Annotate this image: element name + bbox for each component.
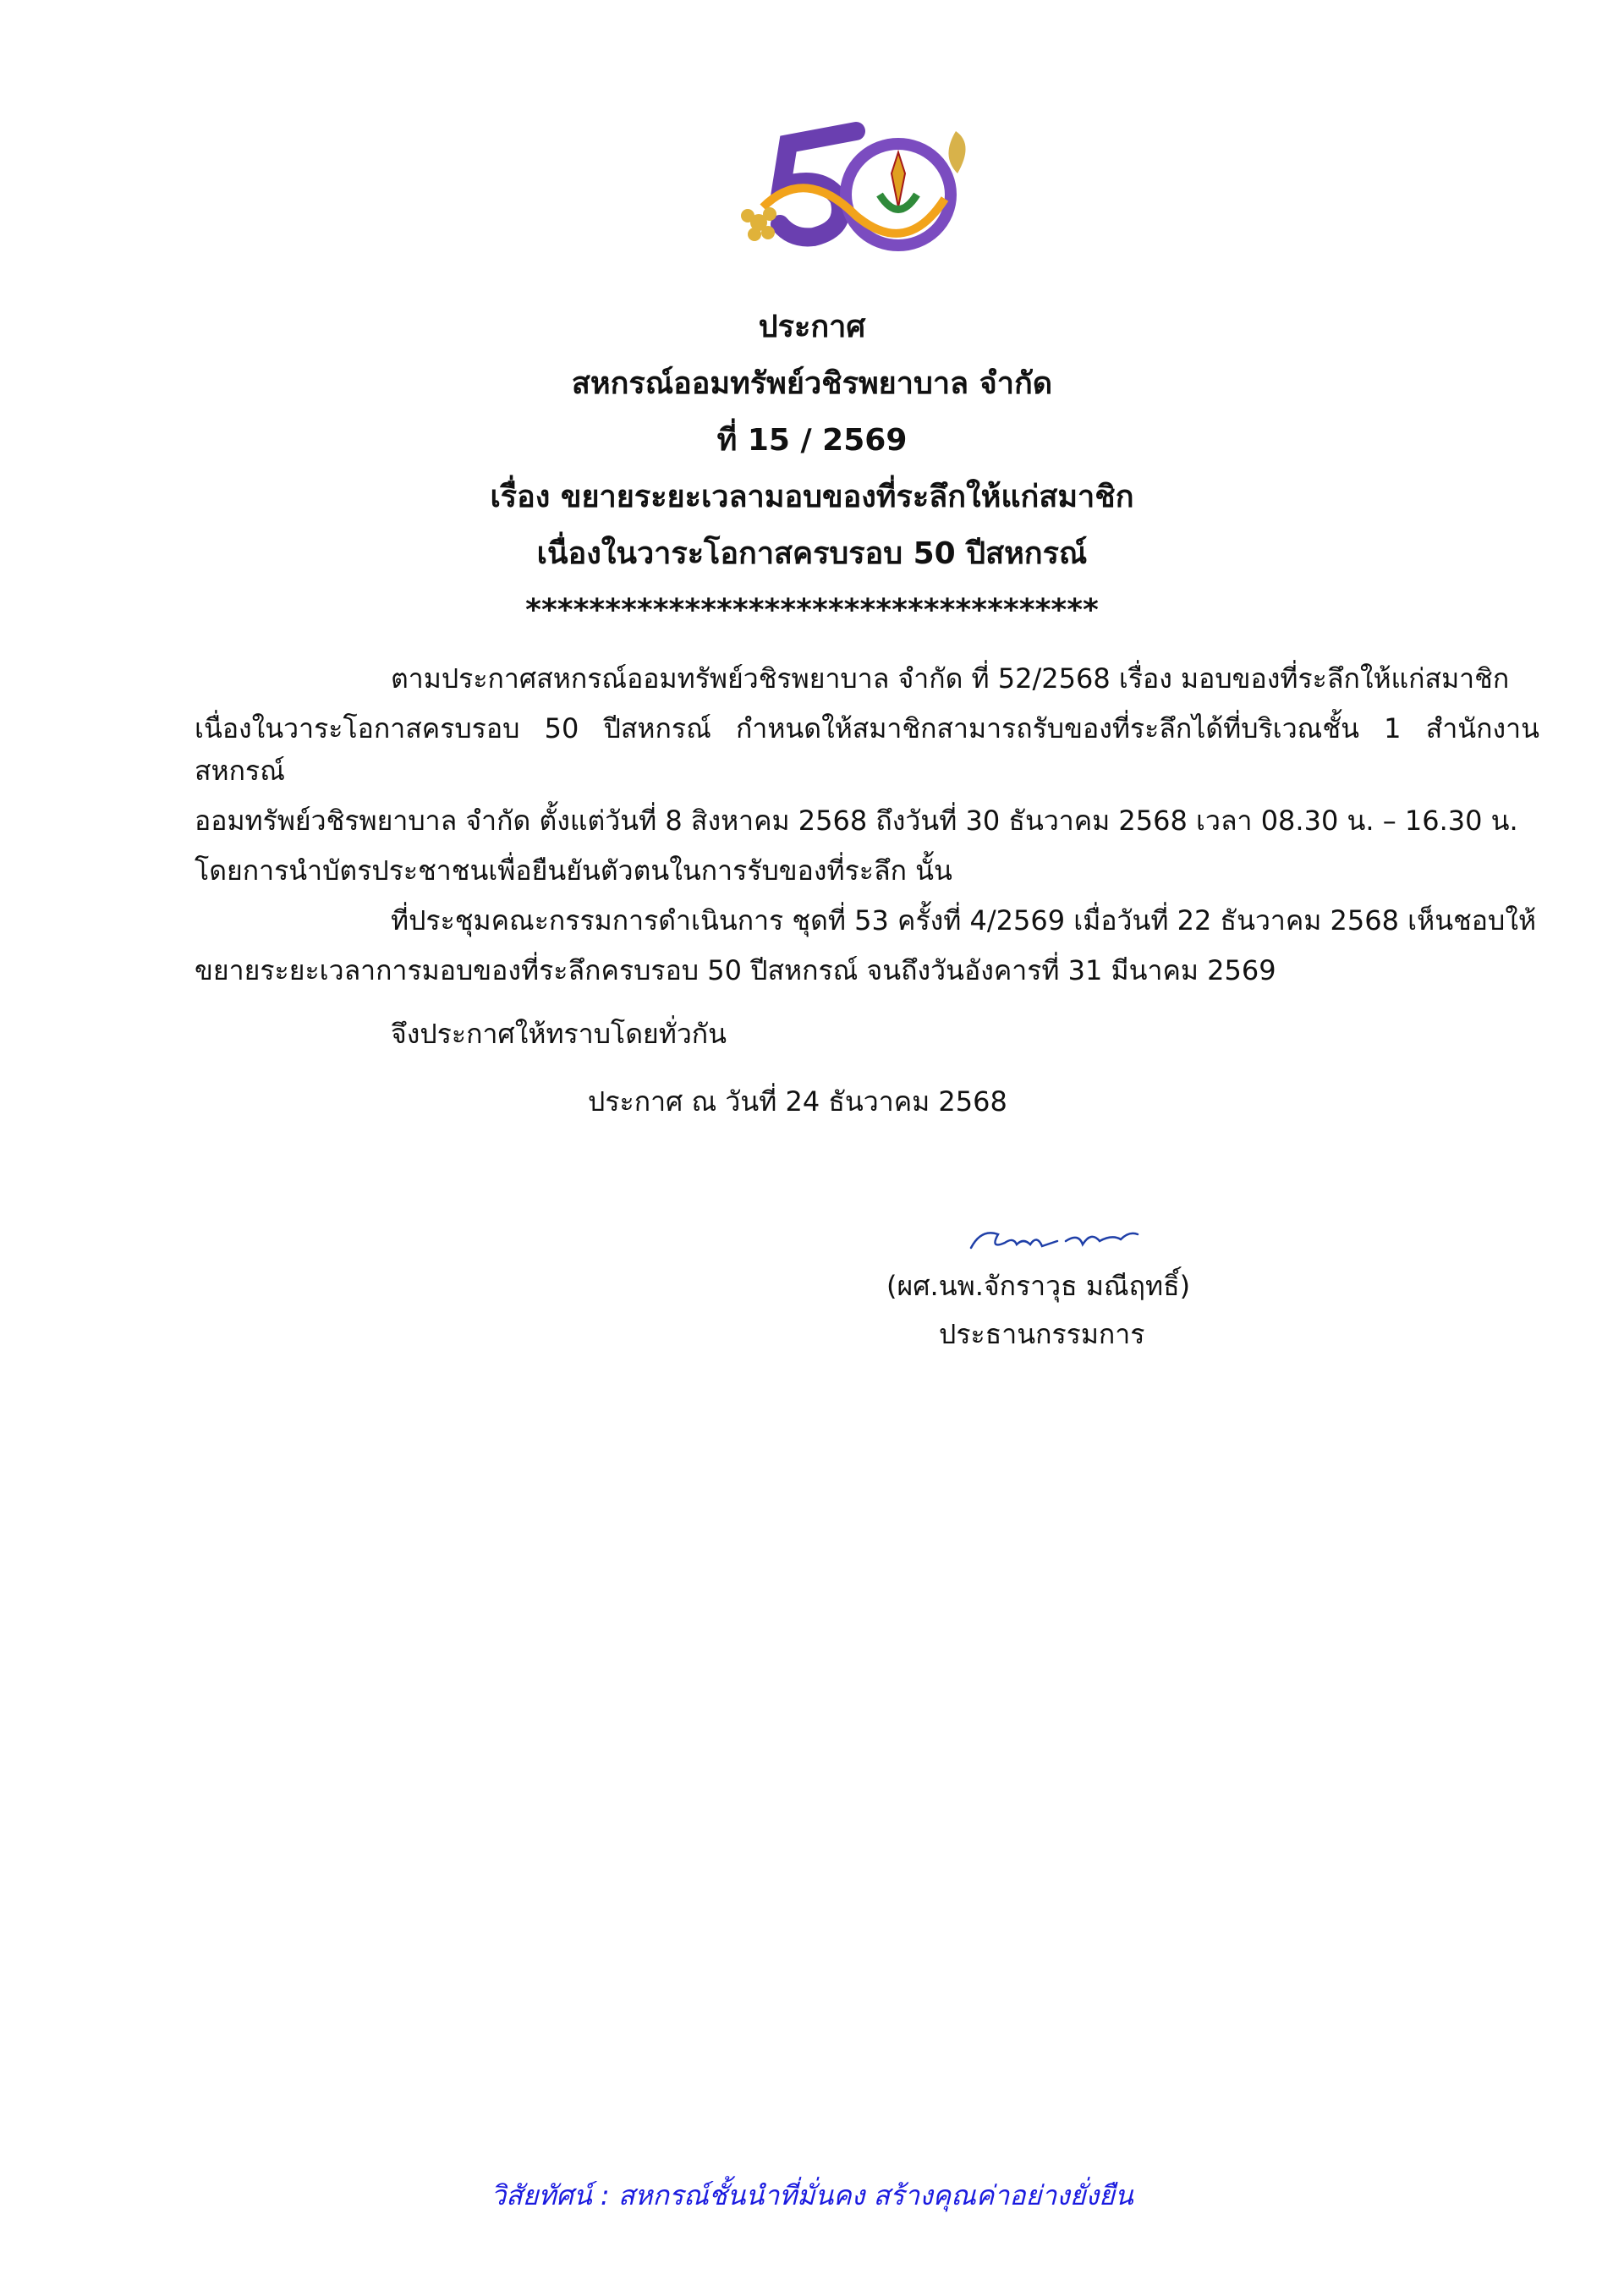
paragraph-2-line-2: ขยายระยะเวลาการมอบของที่ระลึกครบรอบ 50 ปีสหกรณ์ จนถึงวันอังคารที่ 31 มีนาคม 2569 [195,954,1276,986]
closing-statement: จึงประกาศให้ทราบโดยทั่วกัน [391,1018,727,1050]
announcement-subject-line2: เนื่องในวาระโอกาสครบรอบ 50 ปีสหกรณ์ [536,536,1088,571]
separator-line: ************************************ [525,593,1099,628]
signature-block [880,1216,1320,1355]
paragraph-1-line-4: โดยการนำบัตรประชาชนเพื่อยืนยันตัวตนในการรับของที่ระลึก นั้น [195,854,952,887]
vision-statement: วิสัยทัศน์ : สหกรณ์ชั้นนำที่มั่นคง สร้างคุณค่าอย่างยั่งยืน [491,2179,1133,2211]
announcement-number: ที่ 15 / 2569 [716,423,908,458]
signatory-position: ประธานกรรมการ [939,1318,1145,1350]
announcement-subject: เรื่อง ขยายระยะเวลามอบของที่ระลึกให้แก่สมาชิก [490,480,1134,514]
paragraph-1-line-1: ตามประกาศสหกรณ์ออมทรัพย์วชิรพยาบาล จำกัด ที่ 52/2568 เรื่อง มอบของที่ระลึกให้แก่สมาชิก [391,662,1510,695]
organization-name: สหกรณ์ออมทรัพย์วชิรพยาบาล จำกัด [571,366,1053,401]
cooperative-50th-anniversary-logo [729,114,983,262]
announcement-content [0,302,1624,1361]
paragraph-2-line-1: ที่ประชุมคณะกรรมการดำเนินการ ชุดที่ 53 ครั้งที่ 4/2569 เมื่อวันที่ 22 ธันวาคม 2568 เห็นชอบให้ [391,904,1537,937]
announcement-date: ประกาศ ณ วันที่ 24 ธันวาคม 2568 [588,1085,1007,1118]
paragraph-1-line-2: เนื่องในวาระโอกาสครบรอบ 50 ปีสหกรณ์ กำหนดให้สมาชิกสามารถรับของที่ระลึกได้ที่บริเวณชั้น 1 สำนักงานสหกรณ์ [195,712,1539,787]
announcement-heading: ประกาศ [758,310,866,344]
signatory-name: (ผศ.นพ.จักราวุธ มณีฤทธิ์) [886,1270,1191,1302]
signature-image [964,1216,1142,1258]
paragraph-1-line-3: ออมทรัพย์วชิรพยาบาล จำกัด ตั้งแต่วันที่ 8 สิงหาคม 2568 ถึงวันที่ 30 ธันวาคม 2568 เวลา 08.30 น. – 16.30 น. [195,805,1518,837]
